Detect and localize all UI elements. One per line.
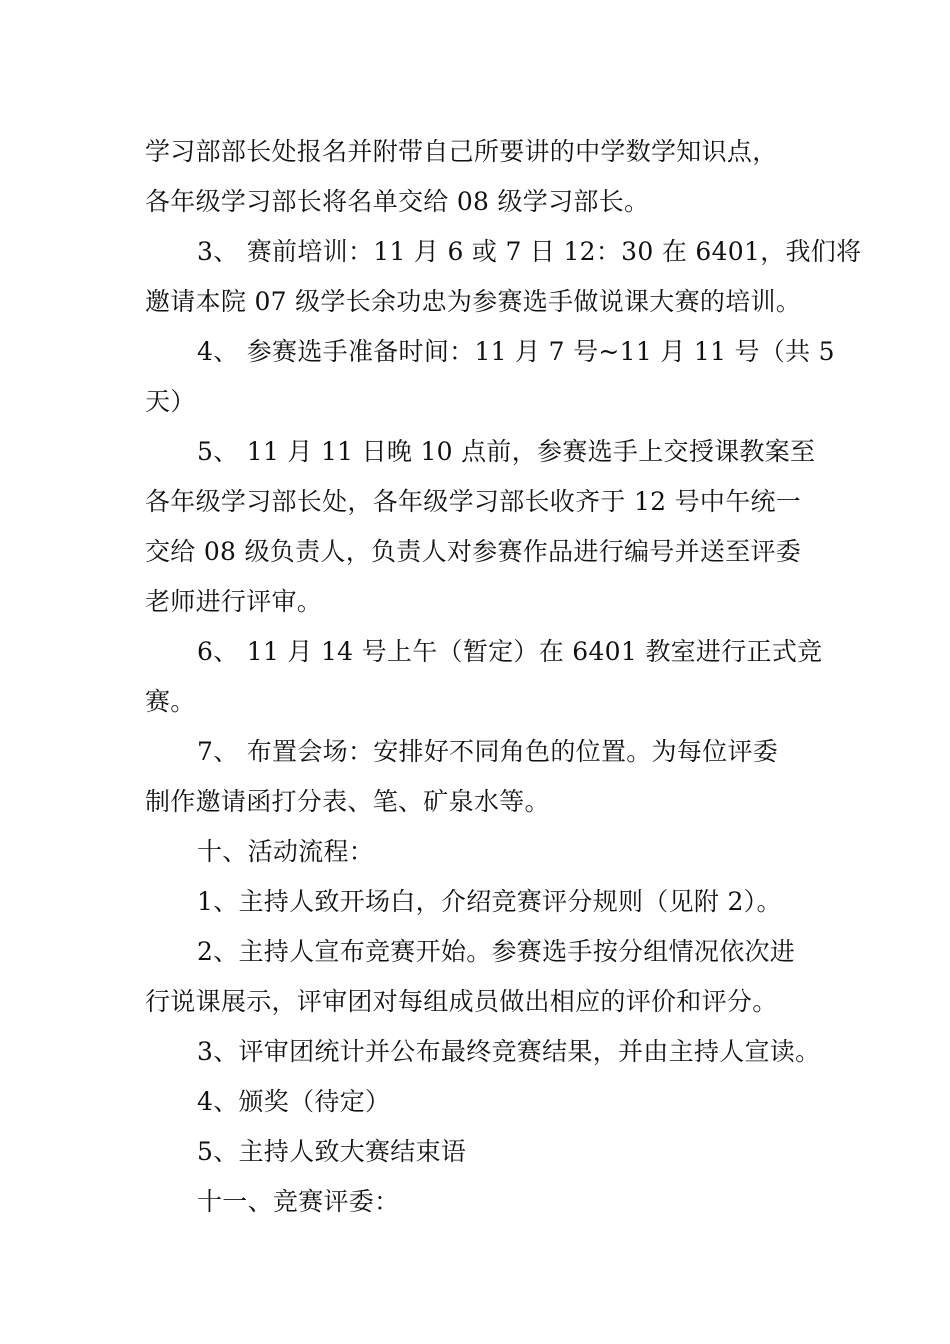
paragraph-registration-continued — [145, 127, 815, 227]
text-line: 各年级学习部长将名单交给 08 级学习部长。 — [145, 187, 650, 216]
text-line: 4、 参赛选手准备时间：11 月 7 号~11 月 11 号（共 5 — [197, 337, 835, 366]
paragraph-process-5 — [145, 1127, 815, 1177]
text-line: 3、 赛前培训：11 月 6 或 7 日 12：30 在 6401，我们将 — [197, 237, 862, 266]
text-line: 5、 11 月 11 日晚 10 点前，参赛选手上交授课教案至 — [197, 437, 816, 466]
section-heading-judges — [145, 1177, 815, 1227]
text-line: 赛。 — [145, 687, 196, 716]
text-line: 十一、竞赛评委： — [197, 1187, 400, 1216]
text-line: 6、 11 月 14 号上午（暂定）在 6401 教室进行正式竞 — [197, 637, 823, 666]
paragraph-item-4-preparation — [145, 327, 835, 427]
text-line: 行说课展示，评审团对每组成员做出相应的评价和评分。 — [145, 987, 778, 1016]
paragraph-process-3 — [145, 1027, 821, 1077]
paragraph-process-4 — [145, 1077, 815, 1127]
text-line: 制作邀请函打分表、笔、矿泉水等。 — [145, 787, 550, 816]
text-line: 3、评审团统计并公布最终竞赛结果，并由主持人宣读。 — [197, 1037, 821, 1066]
text-line: 学习部部长处报名并附带自己所要讲的中学数学知识点， — [145, 137, 778, 166]
text-line: 邀请本院 07 级学长余功忠为参赛选手做说课大赛的培训。 — [145, 287, 802, 316]
paragraph-item-6-competition — [145, 627, 823, 727]
paragraph-process-1 — [145, 877, 815, 927]
paragraph-process-2 — [145, 927, 815, 1027]
text-line: 老师进行评审。 — [145, 587, 323, 616]
text-line: 7、 布置会场：安排好不同角色的位置。为每位评委 — [197, 737, 779, 766]
text-line: 1、主持人致开场白，介绍竞赛评分规则（见附 2）。 — [197, 887, 782, 916]
text-line: 4、颁奖（待定） — [197, 1087, 391, 1116]
document-body — [145, 127, 862, 1227]
text-line: 5、主持人致大赛结束语 — [197, 1137, 467, 1166]
section-heading-process — [145, 827, 815, 877]
text-line: 各年级学习部长处，各年级学习部长收齐于 12 号中午统一 — [145, 487, 802, 516]
text-line: 天） — [145, 387, 196, 416]
paragraph-item-3-training — [145, 227, 862, 327]
text-line: 2、主持人宣布竞赛开始。参赛选手按分组情况依次进 — [197, 937, 796, 966]
paragraph-item-7-venue — [145, 727, 815, 827]
text-line: 交给 08 级负责人，负责人对参赛作品进行编号并送至评委 — [145, 537, 802, 566]
text-line: 十、活动流程： — [197, 837, 375, 866]
paragraph-item-5-submission — [145, 427, 815, 627]
